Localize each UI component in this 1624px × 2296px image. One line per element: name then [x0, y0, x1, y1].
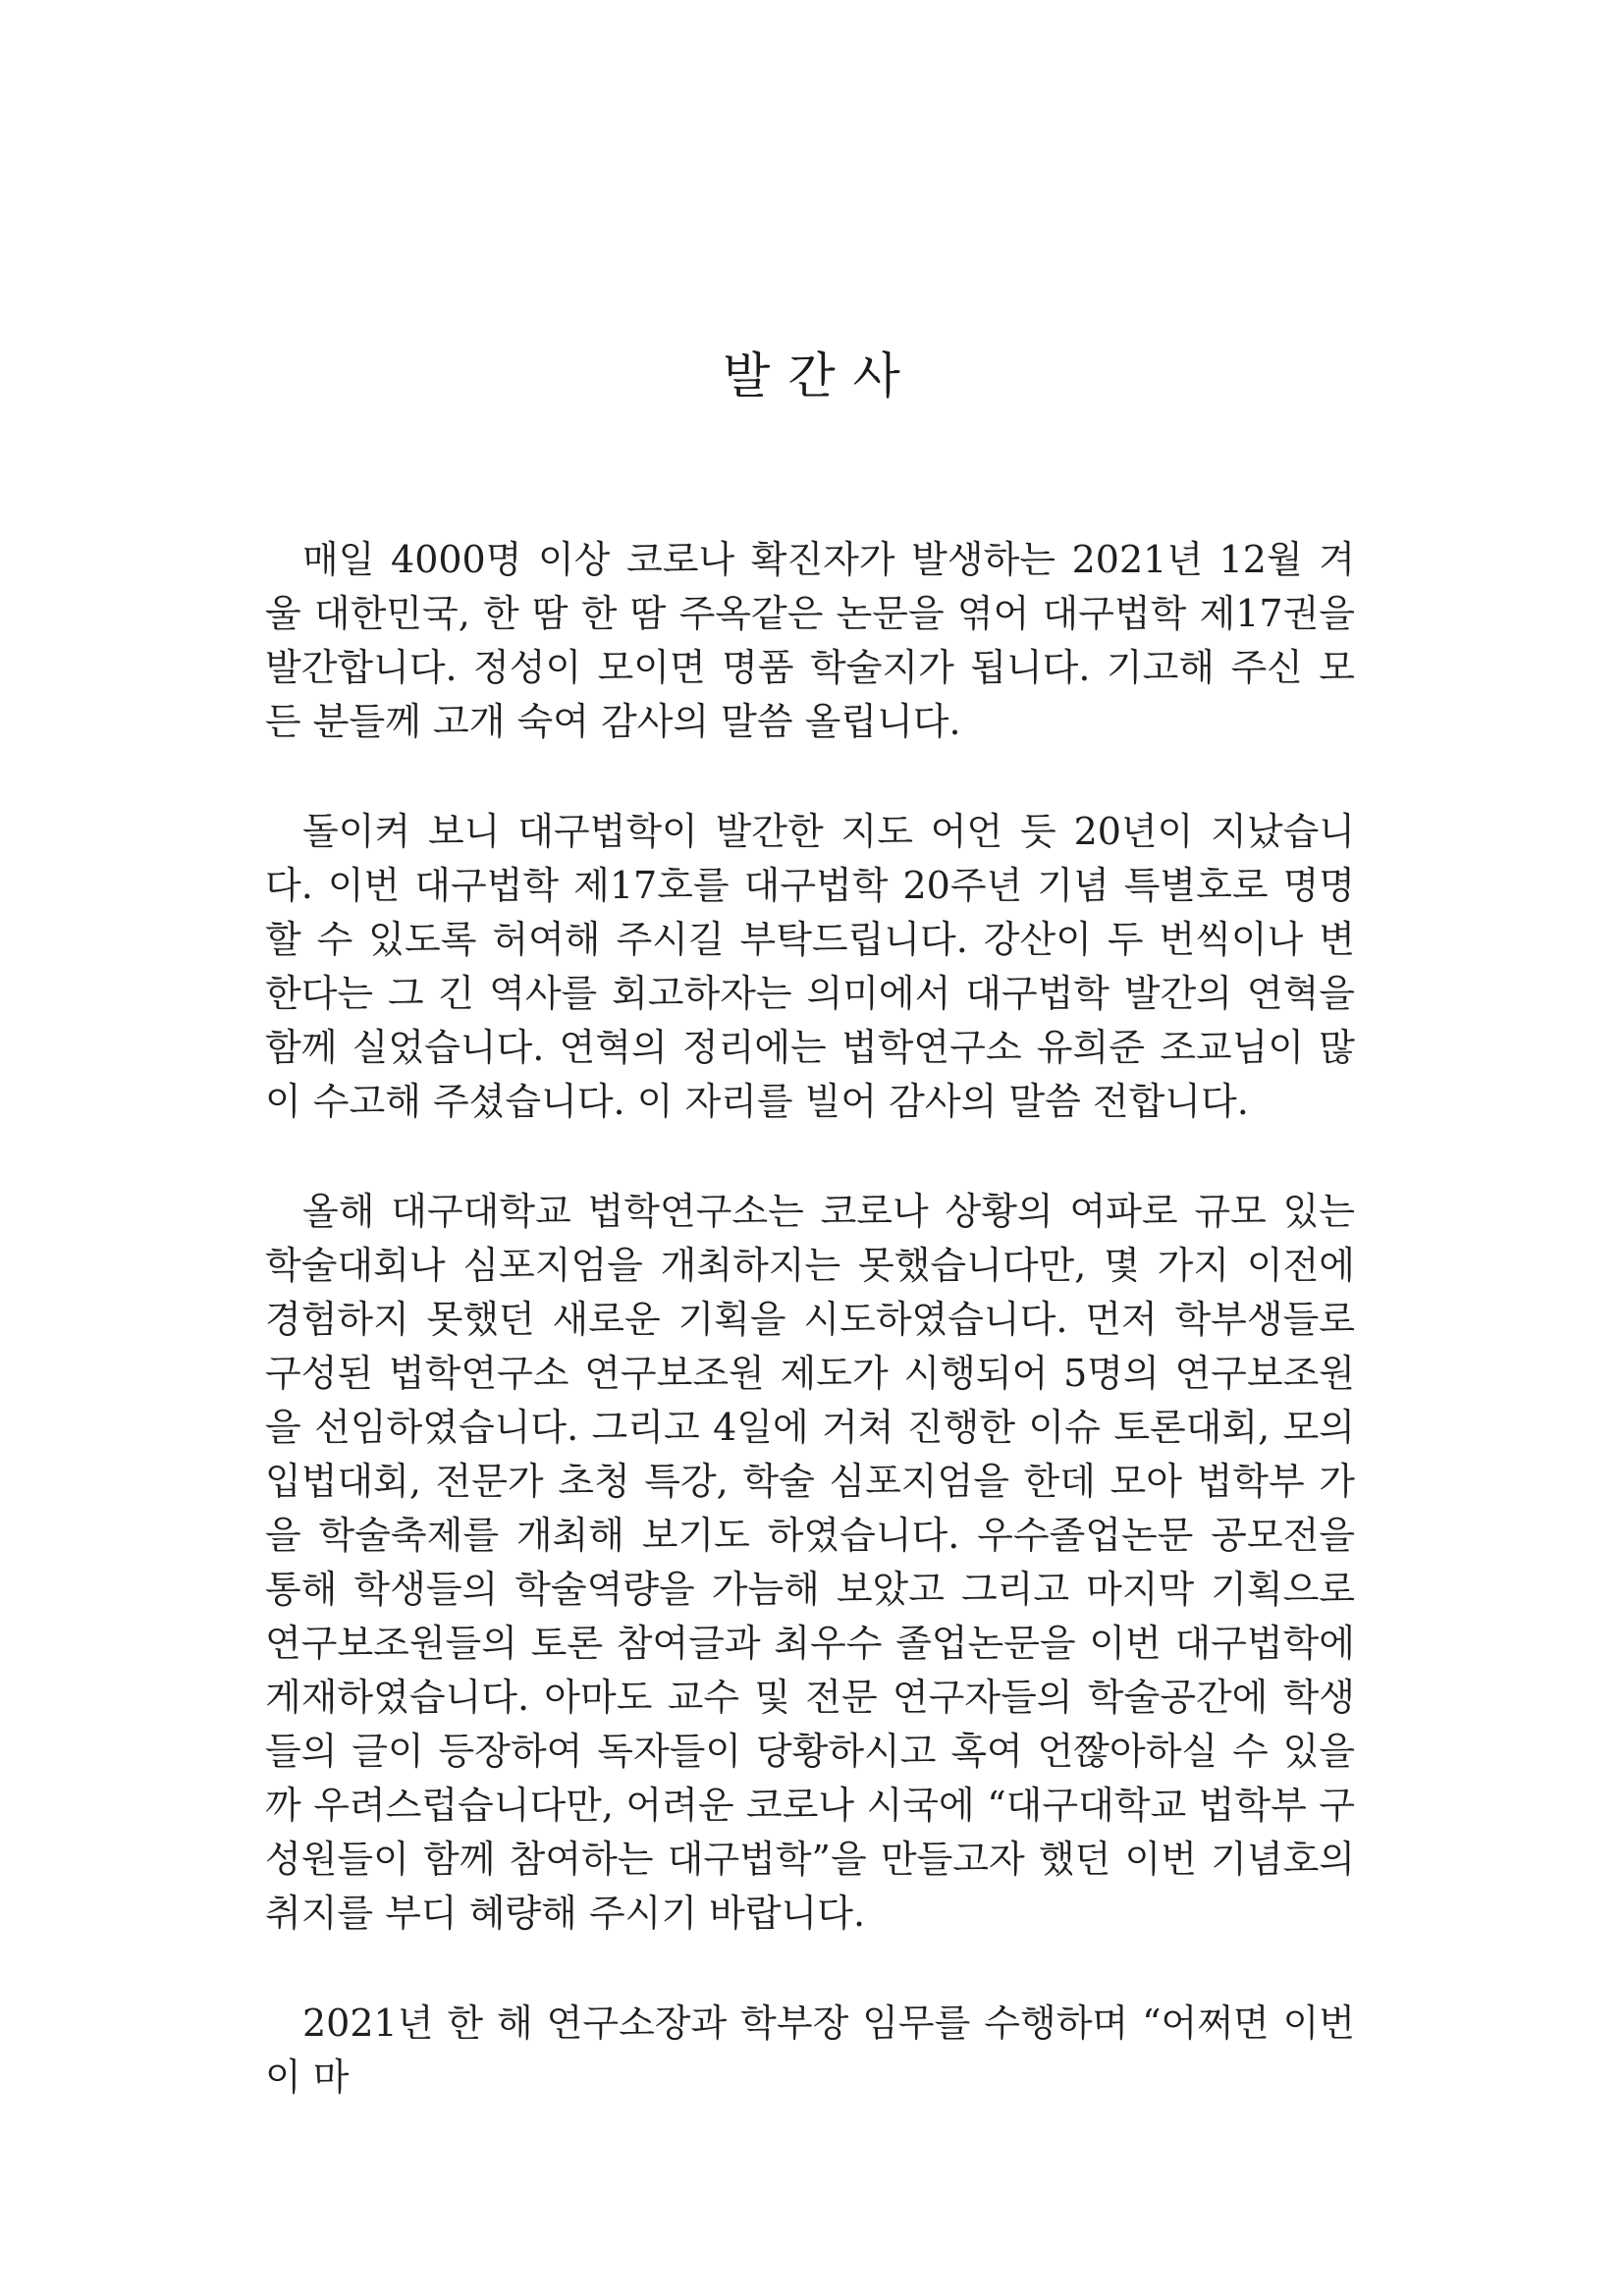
paragraph-4: 2021년 한 해 연구소장과 학부장 임무를 수행하며 “어쩌면 이번이 마 [265, 2002, 1355, 2099]
paragraph-1: 매일 4000명 이상 코로나 확진자가 발생하는 2021년 12월 겨울 대한민국, 한 땀 한 땀 주옥같은 논문을 엮어 대구법학 제17권을 발간합니다. 정성이 모이면 명품 학술지가 됩니다. 기고해 주신 모든 분들께 고개 숙여 감사의 말씀 올립니다. [265, 538, 1355, 743]
paragraph-2: 돌이켜 보니 대구법학이 발간한 지도 어언 듯 20년이 지났습니다. 이번 대구법학 제17호를 대구법학 20주년 기념 특별호로 명명할 수 있도록 허여해 주시길 부탁드립니다. 강산이 두 번씩이나 변한다는 그 긴 역사를 회고하자는 의미에서 대구법학 발간의 연혁을 함께 실었습니다. 연혁의 정리에는 법학연구소 유희준 조교님이 많이 수고해 주셨습니다. 이 자리를 빌어 감사의 말씀 전합니다. [265, 810, 1355, 1123]
document-body [265, 533, 1355, 2105]
page-title: 발 간 사 [723, 347, 901, 404]
paragraph-3: 올해 대구대학교 법학연구소는 코로나 상황의 여파로 규모 있는 학술대회나 심포지엄을 개최하지는 못했습니다만, 몇 가지 이전에 경험하지 못했던 새로운 기획을 시도하였습니다. 먼저 학부생들로 구성된 법학연구소 연구보조원 제도가 시행되어 5명의 연구보조원을 선임하였습니다. 그리고 4일에 거쳐 진행한 이슈 토론대회, 모의 입법대회, 전문가 초청 특강, 학술 심포지엄을 한데 모아 법학부 가을 학술축제를 개최해 보기도 하였습니다. 우수졸업논문 공모전을 통해 학생들의 학술역량을 가늠해 보았고 그리고 마지막 기획으로 연구보조원들의 토론 참여글과 최우수 졸업논문을 이번 대구법학에 게재하였습니다. 아마도 교수 및 전문 연구자들의 학술공간에 학생들의 글이 등장하여 독자들이 당황하시고 혹여 언짢아하실 수 있을까 우려스럽습니다만, 어려운 코로나 시국에 “대구대학교 법학부 구성원들이 함께 참여하는 대구법학”을 만들고자 했던 이번 기념호의 취지를 부디 혜량해 주시기 바랍니다. [265, 1190, 1355, 1935]
